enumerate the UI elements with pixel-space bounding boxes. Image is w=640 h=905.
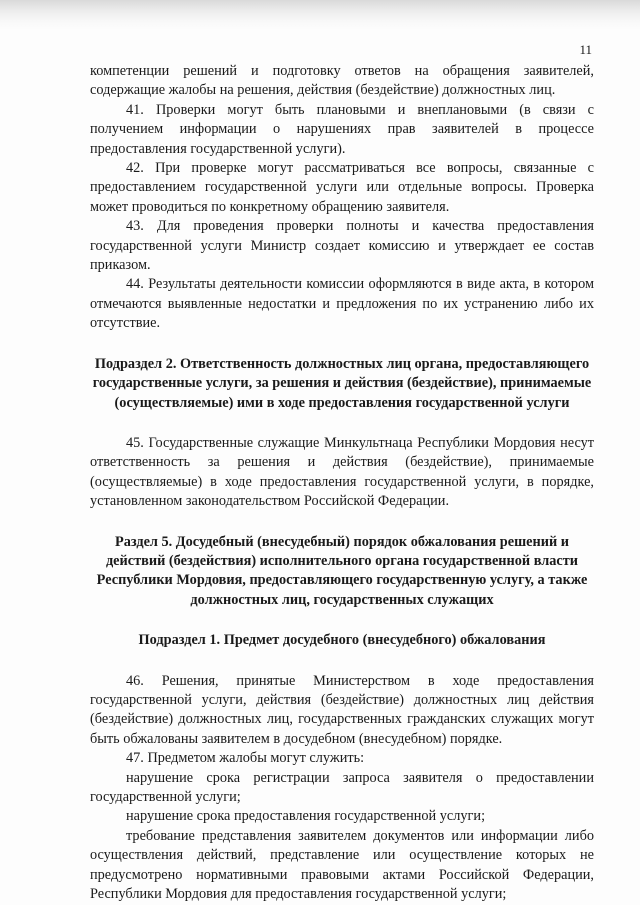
paragraph-46: 46. Решения, принятые Министерством в ходе предоставления государственной услуги, действия (бездействие) должностных лиц действия (бездействие) должностных лиц, государственных гражданских служащих могут быть обжалованы заявителем в досудебном (внесудебном) порядке. [90,672,594,747]
paragraph-44: 44. Результаты деятельности комиссии оформляются в виде акта, в котором отмечаются выявленные недостатки и предложения по их устранению либо их отсутствие. [90,276,594,332]
paragraph-continuation: компетенции решений и подготовку ответов на обращения заявителей, содержащие жалобы на решения, действия (бездействие) должностных лиц. [90,63,594,99]
paragraph-43: 43. Для проведения проверки полноты и качества предоставления государственной услуги Министр создает комиссию и утверждает ее состав приказом. [90,218,594,274]
page-number: 11 [579,42,592,57]
paragraph-42: 42. При проверке могут рассматриваться все вопросы, связанные с предоставлением государственной услуги или отдельные вопросы. Проверка может проводиться по конкретному обращению заявителя. [90,160,594,215]
scan-shadow [0,0,640,30]
paragraph-45: 45. Государственные служащие Минкультнаца Республики Мордовия несут ответственность за решения и действия (бездействие), принимаемые (осуществляемые) в ходе предоставления государственной услуги, в порядке, установленном законодательством Российской Федерации. [90,434,594,510]
paragraph-47: 47. Предметом жалобы могут служить: [126,750,365,767]
subsection-2-heading: Подраздел 2. Ответственность должностных лиц органа, предоставляющего государственные услуги, за решения и действия (бездействие), принимаемые (осуществляемые) ими в ходе предоставления государственной услуги [92,355,592,411]
list-item-registration-delay: нарушение срока регистрации запроса заявителя о предоставлении государственной услуги; [90,769,594,805]
list-item-service-delay: нарушение срока предоставления государственной услуги; [126,808,486,825]
document-body [90,62,594,904]
paragraph-41: 41. Проверки могут быть плановыми и внеплановыми (в связи с получением информации о нарушениях прав заявителей в процессе предоставления государственной услуги). [90,101,594,157]
section-5-heading: Раздел 5. Досудебный (внесудебный) порядок обжалования решений и действий (бездействия) исполнительного органа государственной власти Республики Мордовия, предоставляющего государственную услугу, а также должностных лиц, государственных служащих [96,533,588,608]
subsection-1-heading: Подраздел 1. Предмет досудебного (внесудебного) обжалования [138,632,546,649]
list-item-extra-documents: требование представления заявителем документов или информации либо осуществления действий, представление или осуществление которых не предусмотрено нормативными правовыми актами Российской Федерации, Республики Мордовия для предоставления государственной услуги; [90,827,594,903]
